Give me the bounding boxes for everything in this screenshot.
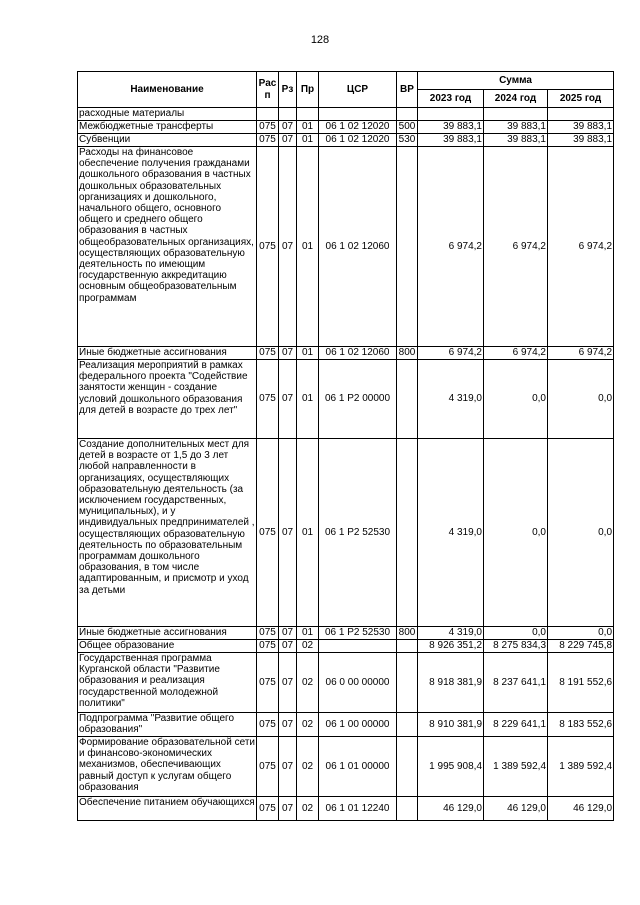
cell-amount-2025: 46 129,0 <box>548 797 614 821</box>
table-row <box>78 713 614 737</box>
cell-amount-2024: 39 883,1 <box>484 121 548 134</box>
cell-pr: 01 <box>297 347 319 360</box>
table-row <box>78 147 614 347</box>
cell-csr: 06 1 02 12020 <box>319 121 397 134</box>
cell-name: Межбюджетные трансферты <box>78 121 257 134</box>
cell-pr <box>297 108 319 121</box>
cell-rz: 07 <box>279 360 297 439</box>
cell-amount-2023: 4 319,0 <box>418 439 484 627</box>
cell-amount-2023: 6 974,2 <box>418 347 484 360</box>
cell-amount-2025: 39 883,1 <box>548 134 614 147</box>
table-row <box>78 640 614 653</box>
cell-amount-2025: 1 389 592,4 <box>548 737 614 797</box>
cell-amount-2024: 6 974,2 <box>484 147 548 347</box>
cell-pr: 02 <box>297 640 319 653</box>
cell-rasp: 075 <box>257 360 279 439</box>
cell-amount-2024: 8 237 641,1 <box>484 653 548 713</box>
cell-amount-2025: 6 974,2 <box>548 147 614 347</box>
cell-amount-2025: 0,0 <box>548 627 614 640</box>
cell-csr: 06 0 00 00000 <box>319 653 397 713</box>
cell-rasp: 075 <box>257 121 279 134</box>
cell-csr: 06 1 P2 52530 <box>319 627 397 640</box>
table-row <box>78 347 614 360</box>
cell-name: Иные бюджетные ассигнования <box>78 347 257 360</box>
cell-vr: 500 <box>397 121 418 134</box>
table-body <box>78 108 614 821</box>
cell-amount-2025: 0,0 <box>548 360 614 439</box>
header-rz: Рз <box>279 72 297 108</box>
cell-csr: 06 1 02 12060 <box>319 147 397 347</box>
cell-rasp: 075 <box>257 797 279 821</box>
cell-rz: 07 <box>279 439 297 627</box>
cell-vr: 530 <box>397 134 418 147</box>
cell-rasp: 075 <box>257 347 279 360</box>
cell-vr <box>397 713 418 737</box>
cell-amount-2024: 6 974,2 <box>484 347 548 360</box>
cell-rasp: 075 <box>257 627 279 640</box>
cell-pr: 01 <box>297 360 319 439</box>
cell-amount-2024: 8 275 834,3 <box>484 640 548 653</box>
cell-amount-2023: 39 883,1 <box>418 121 484 134</box>
header-sum: Сумма <box>418 72 614 90</box>
cell-pr: 02 <box>297 713 319 737</box>
cell-csr: 06 1 02 12020 <box>319 134 397 147</box>
cell-vr <box>397 797 418 821</box>
cell-amount-2024: 1 389 592,4 <box>484 737 548 797</box>
header-name: Наименование <box>78 72 257 108</box>
table-header <box>78 72 614 108</box>
cell-amount-2025: 39 883,1 <box>548 121 614 134</box>
cell-amount-2024: 0,0 <box>484 360 548 439</box>
cell-amount-2024 <box>484 108 548 121</box>
table-row <box>78 121 614 134</box>
cell-csr: 06 1 P2 52530 <box>319 439 397 627</box>
cell-name: Формирование образовательной сети и финансово-экономических механизмов, обеспечивающих равный доступ к услугам общего образования <box>78 737 257 797</box>
cell-name: Обеспечение питанием обучающихся <box>78 797 257 821</box>
cell-csr: 06 1 01 12240 <box>319 797 397 821</box>
cell-amount-2025: 8 229 745,8 <box>548 640 614 653</box>
cell-name: Общее образование <box>78 640 257 653</box>
cell-rz: 07 <box>279 653 297 713</box>
cell-vr <box>397 653 418 713</box>
cell-pr: 02 <box>297 653 319 713</box>
cell-rz: 07 <box>279 147 297 347</box>
cell-amount-2024: 0,0 <box>484 627 548 640</box>
cell-pr: 01 <box>297 627 319 640</box>
cell-rz: 07 <box>279 347 297 360</box>
cell-rz <box>279 108 297 121</box>
cell-vr: 800 <box>397 627 418 640</box>
cell-rz: 07 <box>279 640 297 653</box>
cell-rasp: 075 <box>257 713 279 737</box>
cell-csr: 06 1 02 12060 <box>319 347 397 360</box>
cell-pr: 01 <box>297 147 319 347</box>
header-2023: 2023 год <box>418 90 484 108</box>
table-row <box>78 439 614 627</box>
cell-rz: 07 <box>279 134 297 147</box>
cell-csr <box>319 640 397 653</box>
cell-amount-2023: 46 129,0 <box>418 797 484 821</box>
budget-table <box>77 71 614 821</box>
table-row <box>78 627 614 640</box>
cell-name: Реализация мероприятий в рамках федерального проекта "Содействие занятости женщин - создание условий дошкольного образования для детей в возрасте до трех лет" <box>78 360 257 439</box>
cell-rasp: 075 <box>257 439 279 627</box>
table-row <box>78 360 614 439</box>
cell-amount-2025: 0,0 <box>548 439 614 627</box>
cell-amount-2023: 8 918 381,9 <box>418 653 484 713</box>
cell-rz: 07 <box>279 737 297 797</box>
cell-name: Иные бюджетные ассигнования <box>78 627 257 640</box>
cell-vr <box>397 640 418 653</box>
cell-rasp: 075 <box>257 147 279 347</box>
cell-amount-2024: 0,0 <box>484 439 548 627</box>
table-row <box>78 108 614 121</box>
cell-rasp: 075 <box>257 737 279 797</box>
table-row <box>78 134 614 147</box>
cell-name: Подпрограмма "Развитие общего образования" <box>78 713 257 737</box>
cell-rasp <box>257 108 279 121</box>
cell-vr <box>397 147 418 347</box>
cell-csr: 06 1 01 00000 <box>319 737 397 797</box>
cell-amount-2023: 39 883,1 <box>418 134 484 147</box>
cell-csr: 06 1 00 00000 <box>319 713 397 737</box>
table-row <box>78 737 614 797</box>
cell-name: Расходы на финансовое обеспечение получения гражданами дошкольного образования в частных дошкольных образовательных организациях и дошкольного, начального общего, основного общего и среднего общего образования в частных общеобразовательных организациях, осуществляющих образовательную деятельность по имеющим государственную аккредитацию основным общеобразовательным программам <box>78 147 257 347</box>
cell-pr: 02 <box>297 797 319 821</box>
cell-amount-2025: 8 183 552,6 <box>548 713 614 737</box>
cell-vr <box>397 108 418 121</box>
cell-rz: 07 <box>279 627 297 640</box>
header-2025: 2025 год <box>548 90 614 108</box>
cell-name: Государственная программа Курганской области "Развитие образования и реализация государственной молодежной политики" <box>78 653 257 713</box>
header-csr: ЦСР <box>319 72 397 108</box>
header-rasp: Рас п <box>257 72 279 108</box>
cell-pr: 01 <box>297 121 319 134</box>
cell-pr: 01 <box>297 439 319 627</box>
cell-amount-2025: 8 191 552,6 <box>548 653 614 713</box>
header-2024: 2024 год <box>484 90 548 108</box>
cell-vr <box>397 439 418 627</box>
cell-rasp: 075 <box>257 134 279 147</box>
cell-rz: 07 <box>279 713 297 737</box>
cell-amount-2025 <box>548 108 614 121</box>
cell-pr: 01 <box>297 134 319 147</box>
cell-amount-2023: 8 926 351,2 <box>418 640 484 653</box>
cell-amount-2024: 46 129,0 <box>484 797 548 821</box>
cell-amount-2023: 1 995 908,4 <box>418 737 484 797</box>
cell-vr <box>397 737 418 797</box>
page-number: 128 <box>310 34 330 46</box>
table-row <box>78 797 614 821</box>
cell-pr: 02 <box>297 737 319 797</box>
cell-amount-2024: 39 883,1 <box>484 134 548 147</box>
table-row <box>78 653 614 713</box>
cell-name: расходные материалы <box>78 108 257 121</box>
cell-amount-2023: 4 319,0 <box>418 360 484 439</box>
cell-name: Субвенции <box>78 134 257 147</box>
cell-amount-2024: 8 229 641,1 <box>484 713 548 737</box>
cell-amount-2023: 8 910 381,9 <box>418 713 484 737</box>
cell-amount-2023: 6 974,2 <box>418 147 484 347</box>
cell-csr <box>319 108 397 121</box>
cell-rasp: 075 <box>257 640 279 653</box>
cell-amount-2023 <box>418 108 484 121</box>
cell-csr: 06 1 P2 00000 <box>319 360 397 439</box>
cell-rz: 07 <box>279 121 297 134</box>
cell-amount-2023: 4 319,0 <box>418 627 484 640</box>
cell-vr: 800 <box>397 347 418 360</box>
header-vr: ВР <box>397 72 418 108</box>
header-pr: Пр <box>297 72 319 108</box>
cell-amount-2025: 6 974,2 <box>548 347 614 360</box>
cell-rasp: 075 <box>257 653 279 713</box>
cell-name: Создание дополнительных мест для детей в возрасте от 1,5 до 3 лет любой направленности в организациях, осуществляющих образовательную деятельность (за исключением государственных, муниципальных), и у индивидуальных предпринимателей , осуществляющих образовательную деятельность по образовательным программам дошкольного образования, в том числе адаптированным, и присмотр и уход за детьми <box>78 439 257 627</box>
cell-rz: 07 <box>279 797 297 821</box>
cell-vr <box>397 360 418 439</box>
